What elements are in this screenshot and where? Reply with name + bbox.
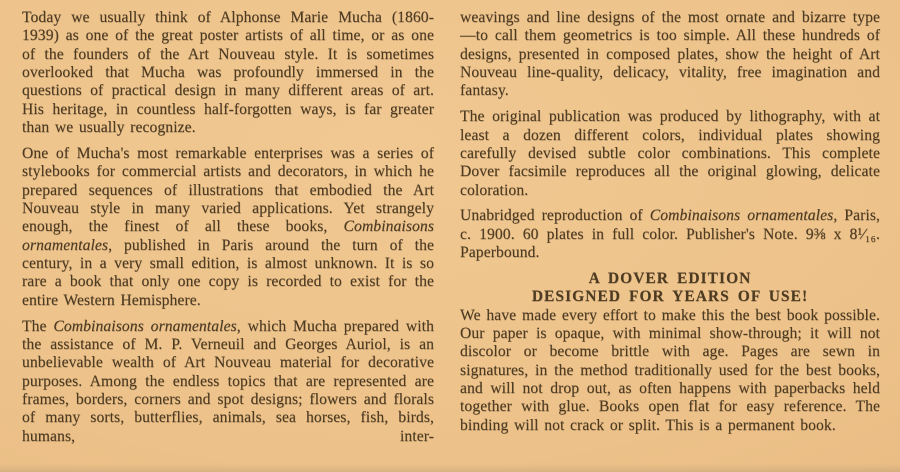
text-run: One of Mucha's most remarkable enterprises was a series of stylebooks for commercial artists and decorators, in which he prepared sequences of illustrations that embodied the Art Nouveau style in many varied applications. Yet strangely enough, the finest of all these books, [22,144,434,236]
text-run: , which Mucha prepared with the assistance of M. P. Verneuil and Georges Auriol, is an unbelievable wealth of Art Nouveau material for decorative purposes. Among the endless topics that are represented are frames, borders, corners and spot designs; flowers and florals of many sorts, butterflies, animals, sea horses, fish, birds, humans, inter- [22,317,434,445]
text-run: Today we usually think of Alphonse Marie Mucha (1860-1939) as one of the great poster artists of all time, or as one of the founders of the Art Nouveau style. It is sometimes overlooked that Mucha was profoundly immersed in the questions of practical design in many different areas of art. His heritage, in countless half-forgotten ways, is far greater than we usually recognize. [22,9,434,137]
paragraph [460,207,880,262]
text-run: , published in Paris around the turn of the century, in a very small edition, is almost unknown. It is so rare a book that only one copy is recorded to exist for the entire Western Hemisphere. [22,236,434,309]
paragraph [22,145,434,310]
dover-edition-heading-line: DESIGNED FOR YEARS OF USE! [531,288,809,306]
italic-book-title: Combinaisons ornamentales [22,218,434,254]
paragraph [460,108,880,200]
left-column [22,9,434,472]
paragraph [460,307,880,435]
italic-book-title: Combinaisons ornamentales [53,317,237,335]
text-run: The original publication was produced by lithography, with at least a dozen different colors, individual plates showing carefully devised subtle color combinations. This complete Dover facsimile reproduces all the original glowing, delicate coloration. [460,108,880,199]
text-run: The [22,317,54,335]
text-run: weavings and line designs of the most ornate and bizarre type—to call them geometrics is too simple. All these hundreds of designs, presented in composed plates, show the height of Art Nouveau line-quality, delicacy, vitality, free imagination and fantasy. [460,9,880,100]
text-run: We have made every effort to make this the best book possible. Our paper is opaque, with minimal show-through; it will not discolor or become brittle with age. Pages are sewn in signatures, in the method traditionally used for the best books, and will not drop out, as often happens with paperbacks held together with glue. Books open flat for easy reference. The binding will not crack or split. This is a permanent book. [460,306,880,434]
right-column [460,9,880,472]
text-run: Paris, c. 1900. 60 plates in full color. Publisher's Note. 9⅜ x 8¹⁄₁₆. Paperbound. [460,207,880,262]
text-run: Unabridged reproduction of [460,207,650,225]
italic-book-title: Combinaisons ornamentales, [649,207,838,225]
dover-edition-heading [460,270,880,307]
paragraph [460,9,880,101]
dover-edition-heading-line: A DOVER EDITION [588,269,752,287]
paragraph [22,318,434,446]
paragraph [22,9,434,137]
